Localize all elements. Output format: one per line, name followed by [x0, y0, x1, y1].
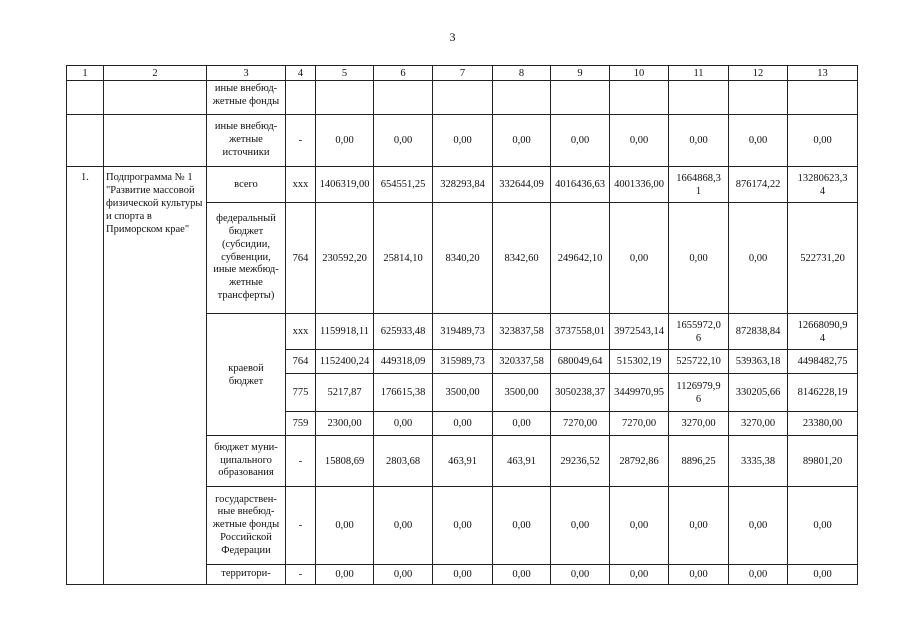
value-cell [788, 314, 858, 350]
kbk-code-cell: 764 [286, 350, 316, 374]
value-cell: 315989,73 [433, 350, 493, 374]
value-cell [788, 167, 858, 203]
value-cell: 4001336,00 [610, 167, 669, 203]
empty-cell [104, 81, 207, 115]
value-cell: 0,00 [610, 203, 669, 314]
funding-source-cell: всего [207, 167, 286, 203]
value-cell: 8340,20 [433, 203, 493, 314]
funding-source-cell [207, 436, 286, 487]
value-cell: 0,00 [493, 487, 551, 565]
value-cell: 0,00 [374, 487, 433, 565]
empty-cell [610, 81, 669, 115]
value-cell: 1152400,24 [316, 350, 374, 374]
value-cell: 680049,64 [551, 350, 610, 374]
value-cell: 319489,73 [433, 314, 493, 350]
value-cell: 3500,00 [493, 374, 551, 412]
funding-source-cell: территори- [207, 565, 286, 585]
value-cell [669, 167, 729, 203]
program-number: 1. [67, 167, 104, 585]
empty-cell [493, 81, 551, 115]
kbk-code-cell: 775 [286, 374, 316, 412]
value-cell: 8896,25 [669, 436, 729, 487]
header-cell: 6 [374, 66, 433, 81]
funding-source-cell [207, 81, 286, 115]
kbk-code-cell: - [286, 436, 316, 487]
funding-source-cell [207, 487, 286, 565]
value-cell: 0,00 [374, 565, 433, 585]
value-cell: 0,00 [729, 487, 788, 565]
value-cell: 654551,25 [374, 167, 433, 203]
kbk-code-cell: xxx [286, 314, 316, 350]
value-cell [669, 374, 729, 412]
value-cell: 515302,19 [610, 350, 669, 374]
value-cell: 3270,00 [669, 412, 729, 436]
value-cell: 449318,09 [374, 350, 433, 374]
header-cell: 3 [207, 66, 286, 81]
header-cell: 12 [729, 66, 788, 81]
value-cell: 539363,18 [729, 350, 788, 374]
empty-cell [67, 81, 104, 115]
value-cell: 0,00 [374, 115, 433, 167]
empty-cell [104, 115, 207, 167]
empty-cell [788, 81, 858, 115]
value-cell: 4016436,63 [551, 167, 610, 203]
value-cell: 1159918,11 [316, 314, 374, 350]
value-cell: 0,00 [374, 412, 433, 436]
value-cell: 625933,48 [374, 314, 433, 350]
value-cell: 320337,58 [493, 350, 551, 374]
value-cell: 176615,38 [374, 374, 433, 412]
empty-cell [316, 81, 374, 115]
value-cell: 0,00 [493, 115, 551, 167]
empty-cell [286, 81, 316, 115]
value-cell: 0,00 [433, 412, 493, 436]
value-cell: 0,00 [610, 115, 669, 167]
value-cell: 0,00 [551, 115, 610, 167]
empty-cell [551, 81, 610, 115]
value-cell: 0,00 [788, 565, 858, 585]
value-cell: 0,00 [316, 565, 374, 585]
header-cell: 8 [493, 66, 551, 81]
value-cell: 0,00 [433, 115, 493, 167]
value-text: 13280623,3 4 [797, 172, 848, 197]
value-cell: 0,00 [669, 115, 729, 167]
header-cell: 9 [551, 66, 610, 81]
value-text: 1664868,3 1 [676, 172, 721, 197]
value-cell: 0,00 [551, 565, 610, 585]
header-cell: 7 [433, 66, 493, 81]
value-cell: 0,00 [551, 487, 610, 565]
empty-cell [67, 115, 104, 167]
value-cell: 3050238,37 [551, 374, 610, 412]
header-cell: 5 [316, 66, 374, 81]
value-cell: 328293,84 [433, 167, 493, 203]
program-name: Подпрограмма № 1 "Развитие массовой физической культуры и спорта в Приморском крае" [104, 167, 207, 585]
funding-source-text: иные внебюд- жетные фонды [212, 83, 280, 107]
value-cell: 3972543,14 [610, 314, 669, 350]
kbk-code-cell: 759 [286, 412, 316, 436]
value-cell: 4498482,75 [788, 350, 858, 374]
value-cell: 15808,69 [316, 436, 374, 487]
funding-source-text: иные внебюд- жетные источники [214, 121, 278, 158]
value-cell: 0,00 [788, 115, 858, 167]
funding-source-text: государствен- ные внебюд- жетные фонды Российской Федерации [212, 493, 280, 556]
value-cell: 525722,10 [669, 350, 729, 374]
empty-cell [669, 81, 729, 115]
value-cell: 872838,84 [729, 314, 788, 350]
page-number: 3 [449, 30, 456, 44]
value-cell: 332644,09 [493, 167, 551, 203]
funding-source-cell [207, 314, 286, 436]
budget-table [66, 65, 858, 585]
value-cell: 5217,87 [316, 374, 374, 412]
value-cell: 230592,20 [316, 203, 374, 314]
value-cell: 3449970,95 [610, 374, 669, 412]
value-text: 12668090,9 4 [797, 319, 848, 344]
value-cell [669, 314, 729, 350]
header-cell: 4 [286, 66, 316, 81]
kbk-code-cell: - [286, 565, 316, 585]
value-cell: 3737558,01 [551, 314, 610, 350]
value-cell: 0,00 [493, 565, 551, 585]
value-cell: 3500,00 [433, 374, 493, 412]
value-cell: 0,00 [610, 487, 669, 565]
value-cell: 0,00 [729, 203, 788, 314]
value-cell: 0,00 [316, 487, 374, 565]
value-cell: 3270,00 [729, 412, 788, 436]
value-cell: 0,00 [729, 565, 788, 585]
value-cell: 876174,22 [729, 167, 788, 203]
value-cell: 28792,86 [610, 436, 669, 487]
value-cell: 1406319,00 [316, 167, 374, 203]
value-cell: 3335,38 [729, 436, 788, 487]
value-cell: 249642,10 [551, 203, 610, 314]
value-cell: 2803,68 [374, 436, 433, 487]
value-cell: 0,00 [610, 565, 669, 585]
value-cell: 0,00 [316, 115, 374, 167]
header-cell: 11 [669, 66, 729, 81]
header-row [67, 66, 858, 81]
header-cell: 1 [67, 66, 104, 81]
funding-source-text: краевой бюджет [228, 362, 264, 387]
value-cell: 8342,60 [493, 203, 551, 314]
value-cell: 463,91 [433, 436, 493, 487]
header-cell: 2 [104, 66, 207, 81]
empty-cell [729, 81, 788, 115]
value-cell: 0,00 [669, 565, 729, 585]
kbk-code-cell: - [286, 487, 316, 565]
empty-cell [433, 81, 493, 115]
value-cell: 522731,20 [788, 203, 858, 314]
kbk-code-cell: - [286, 115, 316, 167]
value-cell: 0,00 [669, 487, 729, 565]
value-cell: 2300,00 [316, 412, 374, 436]
header-cell: 10 [610, 66, 669, 81]
funding-source-text: бюджет муни- ципального образования [214, 441, 278, 479]
value-cell: 29236,52 [551, 436, 610, 487]
value-cell: 89801,20 [788, 436, 858, 487]
table-row [67, 81, 858, 115]
value-cell: 330205,66 [729, 374, 788, 412]
value-text: 1655972,0 6 [676, 319, 721, 344]
value-cell: 0,00 [433, 487, 493, 565]
value-cell: 0,00 [729, 115, 788, 167]
kbk-code-cell: xxx [286, 167, 316, 203]
table-row [67, 167, 858, 203]
value-cell: 323837,58 [493, 314, 551, 350]
funding-source-cell [207, 203, 286, 314]
value-cell: 0,00 [669, 203, 729, 314]
table-row [67, 115, 858, 167]
kbk-code-cell: 764 [286, 203, 316, 314]
value-cell: 25814,10 [374, 203, 433, 314]
value-cell: 23380,00 [788, 412, 858, 436]
value-cell: 0,00 [493, 412, 551, 436]
funding-source-text: федеральный бюджет (субсидии, субвенции, иные межбюд- жетные трансферты) [213, 213, 279, 301]
value-cell: 0,00 [433, 565, 493, 585]
value-text: 1126979,9 6 [676, 380, 721, 405]
header-cell: 13 [788, 66, 858, 81]
value-cell: 7270,00 [610, 412, 669, 436]
value-cell: 0,00 [788, 487, 858, 565]
value-cell: 8146228,19 [788, 374, 858, 412]
funding-source-cell [207, 115, 286, 167]
value-cell: 463,91 [493, 436, 551, 487]
value-cell: 7270,00 [551, 412, 610, 436]
empty-cell [374, 81, 433, 115]
